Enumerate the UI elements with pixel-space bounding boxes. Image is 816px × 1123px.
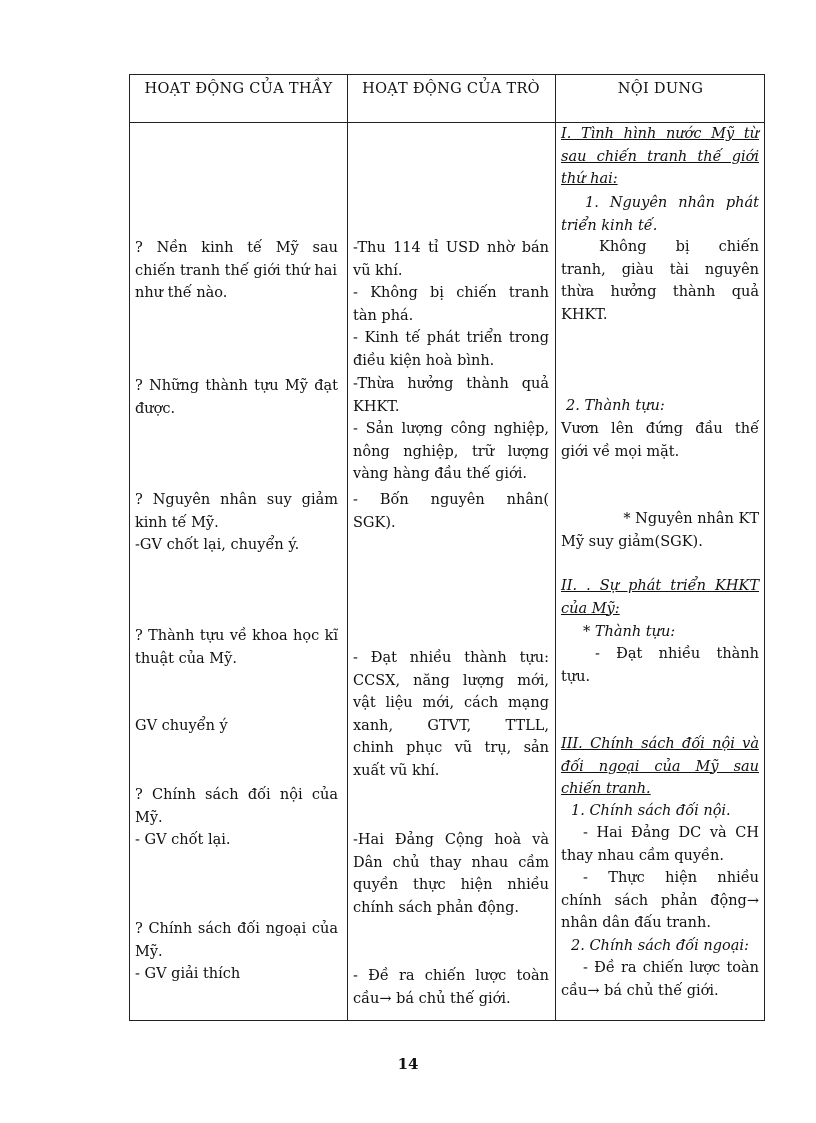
section-3-2-heading: 2. Chính sách đối ngoại: — [571, 938, 749, 954]
header-teacher: HOẠT ĐỘNG CỦA THẦY — [144, 81, 333, 97]
section-3-2-body: - Đề ra chiến lược toàn cầu→ bá chủ thế giới. — [561, 960, 759, 999]
section-1-1-body: Không bị chiến tranh, giàu tài nguyên thừa hưởng thành quả KHKT. — [561, 239, 759, 323]
student-answer-decline: - Bốn nguyên nhân( SGK). — [353, 492, 549, 531]
section-1-3-body: * Nguyên nhân KT Mỹ suy giảm(SGK). — [561, 511, 759, 550]
teacher-column — [135, 75, 338, 1020]
teacher-question-decline: ? Nguyên nhân suy giảm kinh tế Mỹ. -GV chốt lại, chuyển ý. — [135, 492, 338, 553]
teacher-question-domestic-policy: ? Chính sách đối nội của Mỹ. - GV chốt lại. — [135, 787, 338, 848]
section-2-title: II. . Sự phát triển KHKT của Mỹ: — [561, 578, 759, 617]
student-answer-domestic-policy: -Hai Đảng Cộng hoà và Dân chủ thay nhau cầm quyền thực hiện nhiều chính sách phản động. — [353, 832, 549, 916]
column-divider — [347, 75, 348, 1020]
section-2-body: - Đạt nhiều thành tựu. — [561, 646, 759, 685]
header-student: HOẠT ĐỘNG CỦA TRÒ — [362, 81, 540, 97]
teacher-transition: GV chuyển ý — [135, 718, 228, 734]
student-column — [353, 75, 549, 1020]
student-answer-science: - Đạt nhiều thành tựu: CCSX, năng lượng mới, vật liệu mới, cách mạng xanh, GTVT, TTLL, chinh phục vũ trụ, sản xuất vũ khí. — [353, 650, 549, 779]
section-3-title: III. Chính sách đối nội và đối ngoại của Mỹ sau chiến tranh. — [561, 736, 759, 797]
column-divider — [555, 75, 556, 1020]
section-3-1-heading: 1. Chính sách đối nội. — [571, 803, 731, 819]
section-3-1-body: - Hai Đảng DC và CH thay nhau cầm quyền. - Thực hiện nhiều chính sách phản động→ nhân dân đấu tranh. — [561, 825, 759, 931]
student-answer-achievements: -Thừa hưởng thành quả KHKT. - Sản lượng công nghiệp, nông nghiệp, trữ lượng vàng hàng đầu thế giới. — [353, 376, 549, 482]
lesson-table — [129, 74, 765, 1021]
student-answer-foreign-policy: - Đề ra chiến lược toàn cầu→ bá chủ thế giới. — [353, 968, 549, 1007]
section-1-title: I. Tình hình nước Mỹ từ sau chiến tranh thế giới thứ hai: — [561, 126, 759, 187]
teacher-question-foreign-policy: ? Chính sách đối ngoại của Mỹ. - GV giải thích — [135, 921, 338, 982]
student-answer-economy: -Thu 114 tỉ USD nhờ bán vũ khí. - Không bị chiến tranh tàn phá. - Kinh tế phát triển trong điều kiện hoà bình. — [353, 240, 549, 369]
section-1-1-heading: 1. Nguyên nhân phát triển kinh tế. — [561, 195, 759, 234]
teacher-question-science: ? Thành tựu về khoa học kĩ thuật của Mỹ. — [135, 628, 338, 667]
page-number: 14 — [397, 1055, 419, 1073]
header-content: NỘI DUNG — [617, 81, 704, 97]
section-1-2-body: Vươn lên đứng đầu thế giới về mọi mặt. — [561, 421, 759, 460]
section-2-subheading: * Thành tựu: — [583, 624, 676, 640]
teacher-question-achievements: ? Những thành tựu Mỹ đạt được. — [135, 378, 338, 417]
teacher-question-economy: ? Nền kinh tế Mỹ sau chiến tranh thế giới thứ hai như thế nào. — [135, 240, 338, 301]
section-1-2-heading: 2. Thành tựu: — [566, 398, 665, 414]
content-column — [561, 75, 759, 1020]
